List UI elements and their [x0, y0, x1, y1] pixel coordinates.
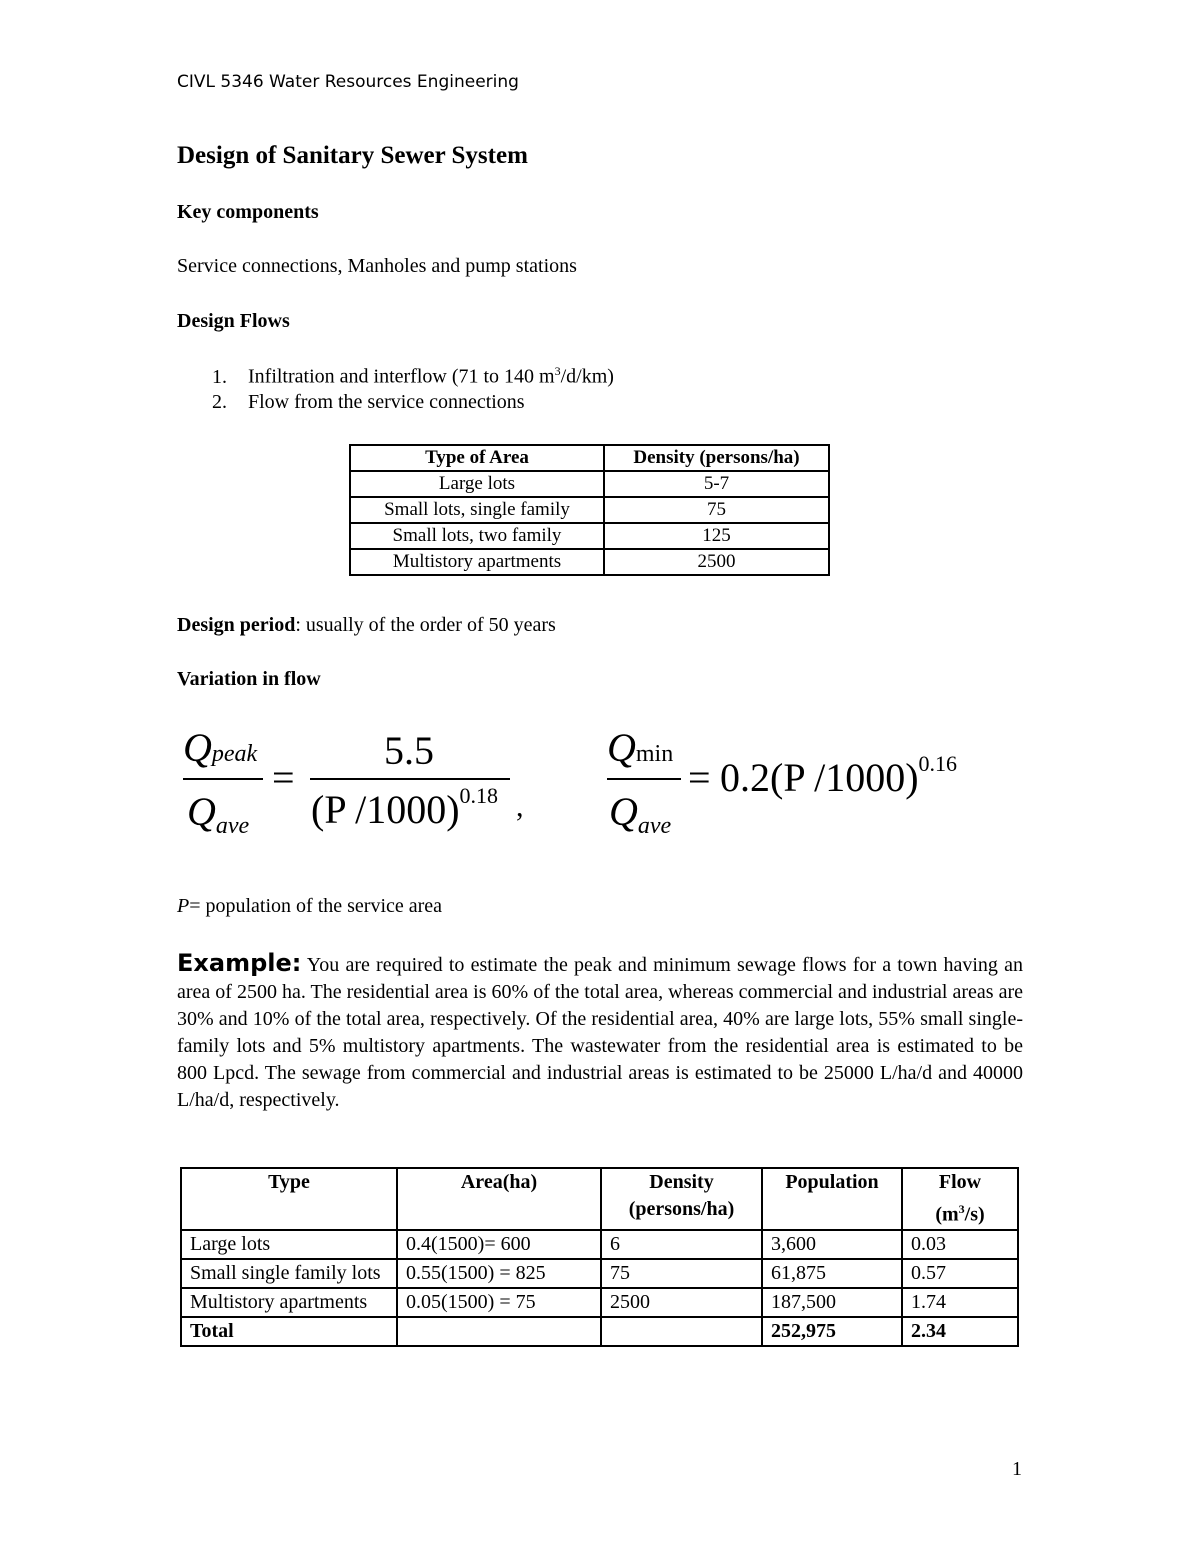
- exponent: 0.16: [918, 751, 958, 776]
- fraction-bar: [607, 778, 681, 780]
- design-flow-item-1: [212, 364, 614, 389]
- key-components-text: Service connections, Manholes and pump stations: [177, 255, 577, 277]
- table-cell: Small lots, single family: [350, 497, 604, 523]
- design-flows-heading: Design Flows: [177, 310, 290, 332]
- example-lead: Example:: [177, 949, 302, 977]
- key-components-heading: Key components: [177, 201, 319, 223]
- table-row: [181, 1288, 1018, 1317]
- list-text: Infiltration and interflow (71 to 140 m: [248, 365, 555, 388]
- table-header-population: Population: [762, 1168, 902, 1230]
- superscript: 3: [958, 1202, 965, 1216]
- formula-numerator: [607, 724, 673, 771]
- formula-rhs: [720, 751, 958, 801]
- exponent: 0.18: [459, 783, 499, 808]
- table-header-area: Area(ha): [397, 1168, 601, 1230]
- density-table: [349, 444, 830, 576]
- design-period: [177, 614, 556, 637]
- formula-numerator: [183, 724, 257, 771]
- min-subscript: min: [635, 741, 674, 767]
- table-row: [181, 1259, 1018, 1288]
- table-header-density: Density (persons/ha): [604, 445, 829, 471]
- rhs-base: 0.2(P /1000): [720, 755, 919, 800]
- table-cell: 0.57: [902, 1259, 1018, 1288]
- table-row: [350, 549, 829, 575]
- flow-table: [180, 1167, 1019, 1347]
- table-row: [181, 1230, 1018, 1259]
- table-cell: Multistory apartments: [181, 1288, 397, 1317]
- p-variable: P: [177, 895, 190, 917]
- fraction-bar: [183, 778, 263, 780]
- equals-sign: =: [272, 755, 295, 800]
- ave-subscript: ave: [637, 813, 672, 839]
- peak-subscript: peak: [211, 741, 258, 767]
- table-cell: 187,500: [762, 1288, 902, 1317]
- table-row: [350, 471, 829, 497]
- header-line: (m: [935, 1203, 959, 1226]
- q-symbol: Q: [183, 725, 212, 770]
- population-definition: [177, 895, 442, 918]
- table-cell: Large lots: [350, 471, 604, 497]
- formula-denominator: [187, 788, 250, 839]
- formula-comma: ,: [516, 790, 524, 823]
- table-header-type: Type: [181, 1168, 397, 1230]
- header-line-tail: /s): [964, 1203, 985, 1226]
- table-cell: 252,975: [762, 1317, 902, 1346]
- running-header: CIVL 5346 Water Resources Engineering: [177, 72, 519, 92]
- table-total-row: [181, 1317, 1018, 1346]
- rhs-base: (P /1000): [311, 787, 460, 832]
- rhs-denominator: [311, 783, 499, 833]
- table-header-density: [601, 1168, 762, 1230]
- design-period-label: Design period: [177, 614, 296, 636]
- table-cell: 6: [601, 1230, 762, 1259]
- table-cell: 61,875: [762, 1259, 902, 1288]
- formula-denominator: [609, 788, 672, 839]
- equals-sign: =: [688, 755, 711, 800]
- table-cell: 2500: [604, 549, 829, 575]
- table-cell: 1.74: [902, 1288, 1018, 1317]
- example-text: You are required to estimate the peak and minimum sewage flows for a town having an area of 2500 ha. The residential area is 60% of the total area, whereas commercial and industrial areas are 30% and 10% of the total area, respectively. Of the residential area, 40% are large lots, 55% small single-family lots and 5% multistory apartments. The wastewater from the residential area is estimated to be 800 Lpcd. The sewage from commercial and industrial areas is estimated to be 25000 L/ha/d and 40000 L/ha/d, respectively.: [177, 954, 1023, 1111]
- table-cell: 75: [601, 1259, 762, 1288]
- q-symbol: Q: [607, 725, 636, 770]
- table-cell: Large lots: [181, 1230, 397, 1259]
- table-cell: Total: [181, 1317, 397, 1346]
- variation-heading: Variation in flow: [177, 668, 321, 690]
- list-text: Flow from the service connections: [248, 391, 525, 413]
- list-text-tail: /d/km): [560, 365, 614, 388]
- superscript: 3: [554, 364, 561, 378]
- table-cell: 0.03: [902, 1230, 1018, 1259]
- table-header-flow: [902, 1168, 1018, 1230]
- table-cell: 5-7: [604, 471, 829, 497]
- header-line: Flow: [938, 1171, 982, 1193]
- table-cell: [601, 1317, 762, 1346]
- design-flow-item-2: [212, 391, 525, 414]
- table-header-row: [350, 445, 829, 471]
- table-cell: 0.4(1500)= 600: [397, 1230, 601, 1259]
- example-paragraph: [177, 950, 1023, 1114]
- table-cell: 2.34: [902, 1317, 1018, 1346]
- q-symbol: Q: [187, 789, 216, 834]
- table-cell: 0.05(1500) = 75: [397, 1288, 601, 1317]
- table-row: [350, 497, 829, 523]
- table-row: [350, 523, 829, 549]
- table-cell: Multistory apartments: [350, 549, 604, 575]
- table-cell: Small lots, two family: [350, 523, 604, 549]
- fraction-bar: [310, 778, 510, 780]
- rhs-numerator: 5.5: [384, 728, 434, 773]
- header-line: Density: [649, 1171, 714, 1193]
- header-line: (persons/ha): [628, 1198, 735, 1220]
- table-cell: 2500: [601, 1288, 762, 1317]
- table-cell: 0.55(1500) = 825: [397, 1259, 601, 1288]
- table-header-type: Type of Area: [350, 445, 604, 471]
- population-definition-text: = population of the service area: [189, 895, 443, 917]
- q-symbol: Q: [609, 789, 638, 834]
- list-number: 1.: [212, 365, 227, 388]
- table-header-row: [181, 1168, 1018, 1230]
- design-period-text: : usually of the order of 50 years: [295, 614, 556, 636]
- table-cell: [397, 1317, 601, 1346]
- table-cell: 125: [604, 523, 829, 549]
- table-cell: 75: [604, 497, 829, 523]
- page-number: 1: [1012, 1458, 1022, 1480]
- ave-subscript: ave: [215, 813, 250, 839]
- table-cell: 3,600: [762, 1230, 902, 1259]
- list-number: 2.: [212, 391, 227, 413]
- table-cell: Small single family lots: [181, 1259, 397, 1288]
- page-title: Design of Sanitary Sewer System: [177, 142, 528, 169]
